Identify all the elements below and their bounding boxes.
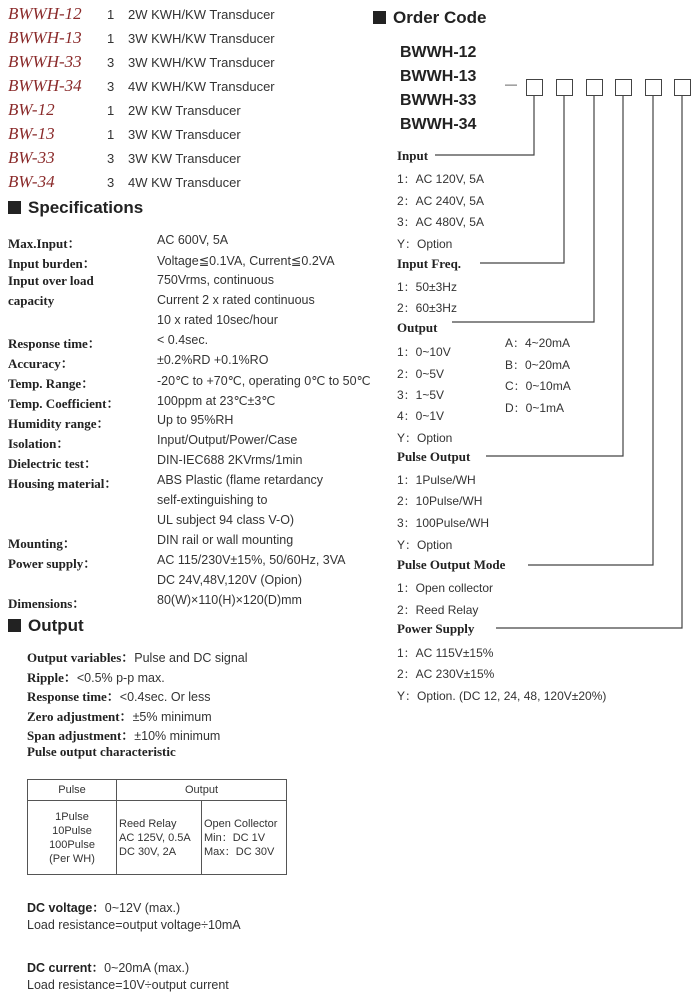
spec-value: Voltage≦0.1VA, Current≦0.2VA [157,254,335,268]
input-group-title: Input [397,148,431,164]
model-phase: 3 [107,175,115,190]
spec-label: Dimensions： [8,596,86,611]
model-description: 2W KW Transducer [128,103,241,118]
pulse-output-option: 1：1Pulse/WH [397,473,476,487]
output-voltage-option: 2：0~5V [397,367,445,381]
model-name: BW-12 [8,100,55,119]
dc-current-label: DC current： [27,961,105,975]
input-freq-option: 2：60±3Hz [397,301,457,315]
model-name: BWWH-34 [8,76,82,95]
output-current-option: C：0~10mA [505,379,571,393]
code-box [674,79,691,96]
model-description: 3W KWH/KW Transducer [128,31,275,46]
pulse-output-option: 2：10Pulse/WH [397,494,483,508]
input-option: 2：AC 240V, 5A [397,194,484,208]
output-current-option: B：0~20mA [505,358,571,372]
model-phase: 3 [107,79,115,94]
spec-value: 100ppm at 23℃±3℃ [157,394,276,408]
zero-adjustment-label: Zero adjustment： [27,709,133,724]
dc-current-load: Load resistance=10V÷output current [27,978,229,992]
output-current-option: D：0~1mA [505,401,565,415]
model-name: BWWH-13 [8,28,82,47]
spec-value: UL subject 94 class V-O) [157,513,295,527]
model-phase: 1 [107,127,115,142]
spec-value: ±0.2%RD +0.1%RO [157,353,269,367]
model-description: 3W KW Transducer [128,127,241,142]
pulse-line: 1Pulse [55,810,89,823]
input-freq-group-title: Input Freq. [397,256,464,272]
spec-value: DIN-IEC688 2KVrms/1min [157,453,303,467]
model-description: 2W KWH/KW Transducer [128,7,275,22]
spec-label: Housing material： [8,476,118,491]
ripple-value: <0.5% p-p max. [76,671,165,685]
output-current-option: A：4~20mA [505,336,571,350]
model-name: BW-34 [8,172,55,191]
spec-label: Response time： [8,336,101,351]
input-freq-option: 1：50±3Hz [397,280,457,294]
response-time-label: Response time： [27,689,120,704]
code-separator: — [505,77,517,91]
pulse-output-group-title: Pulse Output [397,449,473,465]
model-name: BW-13 [8,124,55,143]
span-adjustment-value: ±10% minimum [134,729,221,743]
output-voltage-option: Y：Option [397,431,453,445]
dc-voltage-label: DC voltage： [27,901,105,915]
oc-line: Min：DC 1V [204,831,266,844]
order-model: BWWH-13 [400,68,477,85]
pulse-output-option: 3：100Pulse/WH [397,516,490,530]
reed-line: AC 125V, 0.5A [119,831,191,844]
spec-label: Input burden： [8,256,96,271]
output-title: Output [28,616,84,635]
spec-value: DIN rail or wall mounting [157,533,294,547]
dc-voltage-load: Load resistance=output voltage÷10mA [27,918,241,932]
order-code-title: Order Code [393,8,487,27]
specifications-title: Specifications [28,198,144,217]
model-phase: 3 [107,55,115,70]
model-phase: 1 [107,31,115,46]
spec-label: Power supply： [8,556,97,571]
oc-line: Max：DC 30V [204,845,275,858]
spec-value: self-extinguishing to [157,493,268,507]
spec-value: < 0.4sec. [157,333,209,347]
model-description: 4W KW Transducer [128,175,241,190]
output-variables-value: Pulse and DC signal [134,651,248,665]
spec-value: -20℃ to +70℃, operating 0℃ to 50℃ [157,374,371,388]
output-voltage-option: 3：1~5V [397,388,445,402]
power-supply-option: Y：Option. (DC 12, 24, 48, 120V±20%) [397,689,607,703]
pulse-output-mode-group-title: Pulse Output Mode [397,557,508,573]
model-phase: 1 [107,103,115,118]
model-name: BW-33 [8,148,55,167]
model-name: BWWH-12 [8,4,82,23]
order-model: BWWH-12 [400,44,477,61]
spec-label: Max.Input： [8,236,81,251]
spec-value: Current 2 x rated continuous [157,293,315,307]
spec-value: AC 600V, 5A [157,233,229,247]
spec-value: 750Vrms, continuous [157,273,274,287]
spec-label: Isolation： [8,436,70,451]
pulse-output-mode-option: 2：Reed Relay [397,603,479,617]
spec-label: capacity [8,293,55,308]
model-description: 3W KW Transducer [128,151,241,166]
spec-value: AC 115/230V±15%, 50/60Hz, 3VA [157,553,346,567]
spec-value: DC 24V,48V,120V (Opion) [157,573,303,587]
spec-value: ABS Plastic (flame retardancy [157,473,324,487]
pulse-output-option: Y：Option [397,538,453,552]
power-supply-option: 2：AC 230V±15% [397,667,495,681]
dc-voltage-value: 0~12V (max.) [104,901,181,915]
reed-line: Reed Relay [119,817,177,830]
spec-label: Temp. Coefficient： [8,396,120,411]
zero-adjustment-value: ±5% minimum [132,710,212,724]
output-variables-label: Output variables： [27,650,135,665]
model-name: BWWH-33 [8,52,82,71]
model-phase: 3 [107,151,115,166]
ripple-label: Ripple： [27,670,77,685]
spec-label: Accuracy： [8,356,74,371]
model-description: 4W KWH/KW Transducer [128,79,275,94]
output-group-title: Output [397,320,440,336]
code-box [586,79,603,96]
pulse-line: 10Pulse [52,824,92,837]
pulse-output-mode-option: 1：Open collector [397,581,494,595]
dc-current-value: 0~20mA (max.) [104,961,190,975]
pulse-line: (Per WH) [49,852,95,865]
order-model: BWWH-33 [400,92,477,109]
spec-label: Dielectric test： [8,456,98,471]
oc-line: Open Collector [204,817,278,830]
input-option: 3：AC 480V, 5A [397,215,484,229]
table-header-output: Output [117,780,287,801]
span-adjustment-label: Span adjustment： [27,728,135,743]
reed-line: DC 30V, 2A [119,845,177,858]
model-description: 3W KWH/KW Transducer [128,55,275,70]
code-box [526,79,543,96]
spec-label: Temp. Range： [8,376,95,391]
code-box [615,79,632,96]
pulse-characteristic-label: Pulse output characteristic [27,744,176,759]
model-phase: 1 [107,7,115,22]
spec-value: Input/Output/Power/Case [157,433,298,447]
spec-label: Humidity range： [8,416,110,431]
input-option: 1：AC 120V, 5A [397,172,484,186]
spec-value: 80(W)×110(H)×120(D)mm [157,593,302,607]
input-option: Y：Option [397,237,453,251]
output-voltage-option: 1：0~10V [397,345,451,359]
response-time-value: <0.4sec. Or less [119,690,211,704]
power-supply-group-title: Power Supply [397,621,477,637]
table-header-pulse: Pulse [28,780,117,801]
spec-value: Up to 95%RH [157,413,234,427]
spec-label: Input over load [8,273,94,288]
spec-label: Mounting： [8,536,76,551]
code-box [556,79,573,96]
power-supply-option: 1：AC 115V±15% [397,646,494,660]
order-model: BWWH-34 [400,116,477,133]
code-box [645,79,662,96]
pulse-line: 100Pulse [49,838,95,851]
output-voltage-option: 4：0~1V [397,409,445,423]
spec-value: 10 x rated 10sec/hour [157,313,278,327]
